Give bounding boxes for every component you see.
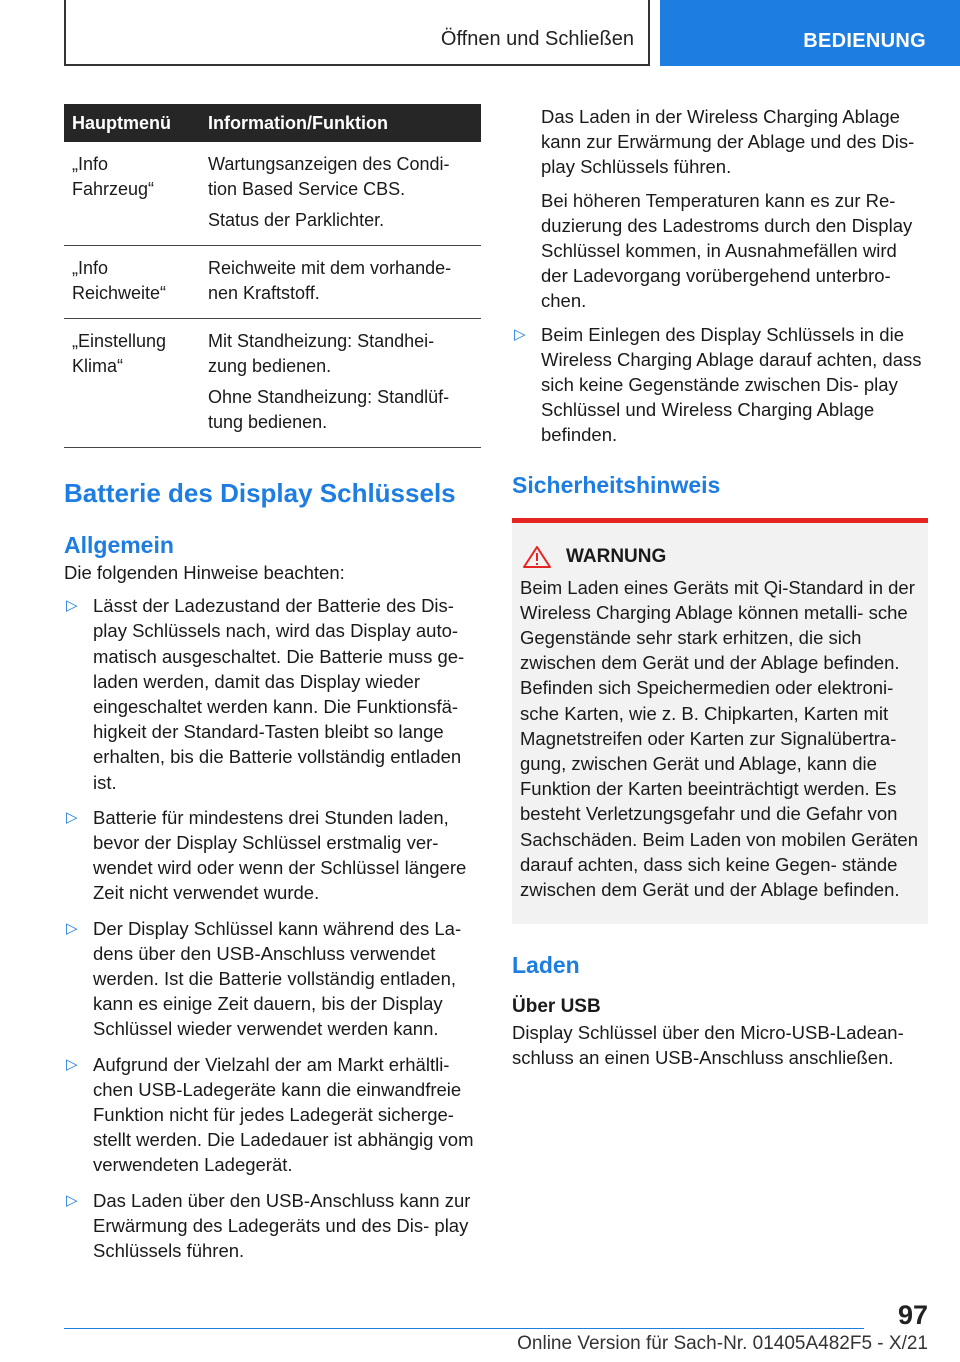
list-item [64,1052,481,1178]
chapter-title: Öffnen und Schließen [440,28,634,50]
battery-hints-list [64,593,481,1263]
table-header-menu: Hauptmenü [64,104,200,142]
table-cell-menu: „Info Fahrzeug“ [64,142,200,246]
safety-heading: Sicherheitshinweis [512,471,721,498]
list-item [512,322,928,448]
continued-paragraph: Das Laden in der Wireless Charging Ablage kann zur Erwärmung der Ablage und des Dis- play Schlüssels führen. [541,106,915,178]
warning-box [512,518,928,925]
section-tab [660,0,960,66]
menu-table [64,104,481,448]
table-cell-text: Reichweite mit dem vorhande- nen Kraftstoff. [208,258,452,303]
triangle-right-outline-icon: ▷ [66,1055,78,1073]
usb-heading: Über USB [512,996,601,1018]
header-chapter-box [64,0,650,66]
battery-section-title: Batterie des Display Schlüssels [64,478,456,508]
table-row [64,246,481,319]
table-cell-text: Mit Standheizung: Standhei- zung bedienen. [208,331,435,376]
table-cell-info [200,246,481,319]
footer-divider [64,1328,864,1329]
list-item-text: Beim Einlegen des Display Schlüssels in die Wireless Charging Ablage darauf achten, dass sich keine Gegenstände zwischen Dis- play Schlüssel und Wireless Charging Ablage befinden. [541,323,922,446]
table-cell-text: Wartungsanzeigen des Condi- tion Based Service CBS. [208,154,450,199]
table-header-info: Information/Funktion [200,104,481,142]
usb-text: Display Schlüssel über den Micro-USB-Ladean- schluss an einen USB-Anschluss anschließen. [512,1022,904,1069]
list-item-text: Lässt der Ladezustand der Batterie des Dis- play Schlüssels nach, wird das Display auto- matisch ausgeschaltet. Die Batterie muss ge- laden werden, damit das Display wieder eingeschaltet werden kann. Die Funktionsfä- higkeit der Standard-Tasten bleibt so lange erhalten, bis die Batterie vollständig entladen ist. [93,595,465,793]
triangle-right-outline-icon: ▷ [66,597,78,615]
list-item-text: Das Laden über den USB-Anschluss kann zur Erwärmung des Ladegeräts und des Dis- play Schlüssels führen. [93,1189,471,1262]
triangle-right-outline-icon: ▷ [66,808,78,826]
warning-title: WARNUNG [566,545,667,567]
left-column [64,104,481,1273]
table-cell-menu: „Info Reichweite“ [64,246,200,319]
intro-text: Die folgenden Hinweise beachten: [64,562,345,583]
online-version-note: Online Version für Sach-Nr. 01405A482F5 - X/21 [517,1333,928,1354]
warning-triangle-icon [522,545,552,569]
list-item-text: Batterie für mindestens drei Stunden laden, bevor der Display Schlüssel erstmalig ver- wendet wird oder wenn der Schlüssel längere Zeit nicht verwendet wurde. [93,806,467,904]
list-item [64,916,481,1042]
list-item [64,593,481,795]
charging-heading: Laden [512,952,580,979]
triangle-right-outline-icon: ▷ [514,325,526,343]
table-cell-text: Status der Parklichter. [208,210,385,230]
list-item-text: Aufgrund der Vielzahl der am Markt erhältli- chen USB-Ladegeräte kann die einwandfreie Funktion nicht für jedes Ladegerät sicherge- stellt werden. Die Ladedauer ist abhängig vom verwendeten Ladegerät. [93,1053,474,1176]
table-cell-info [200,142,481,246]
page-number: 97 [897,1300,928,1330]
list-item [64,805,481,906]
triangle-right-outline-icon: ▷ [66,1191,78,1209]
right-column [512,104,928,1071]
continued-paragraph: Bei höheren Temperaturen kann es zur Re- duzierung des Ladestroms durch den Display Schlüssel kommen, in Ausnahmefällen wird der Ladevorgang vorübergehend unterbro- chen. [541,189,913,312]
section-title: BEDIENUNG [803,30,926,52]
table-cell-info [200,319,481,448]
table-cell-menu: „Einstellung Klima“ [64,319,200,448]
general-subheading: Allgemein [64,532,174,558]
table-row [64,142,481,246]
warning-title-row [520,545,920,569]
table-cell-text: Ohne Standheizung: Standlüf- tung bedienen. [208,387,450,432]
table-header-row [64,104,481,142]
wireless-hints-list [512,322,928,448]
warning-text: Beim Laden eines Geräts mit Qi-Standard in der Wireless Charging Ablage können metalli- sche Gegenstände sehr stark erhitzen, die sich zwischen dem Gerät und der Ablage befinden. Befinden sich Speichermedien oder elektroni- sche Karten, wie z. B. Chipkarten, Karten mit Magnetstreifen oder Karten zur Signalübertra- gung, zwischen Gerät und Ablage, kann die Funktion der Karten beeinträchtigt werden. Es besteht Verletzungsgefahr und die Gefahr von Sachschäden. Beim Laden von mobilen Geräten darauf achten, dass sich keine Gegen- stände zwischen dem Gerät und der Ablage befinden. [520,576,919,901]
triangle-right-outline-icon: ▷ [66,919,78,937]
list-item [64,1188,481,1264]
table-row [64,319,481,448]
list-item-text: Der Display Schlüssel kann während des La- dens über den USB-Anschluss verwendet werden. Ist die Batterie vollständig entladen, kann es einige Zeit dauern, bis der Display Schlüssel wieder verwendet werden kann. [93,917,462,1040]
